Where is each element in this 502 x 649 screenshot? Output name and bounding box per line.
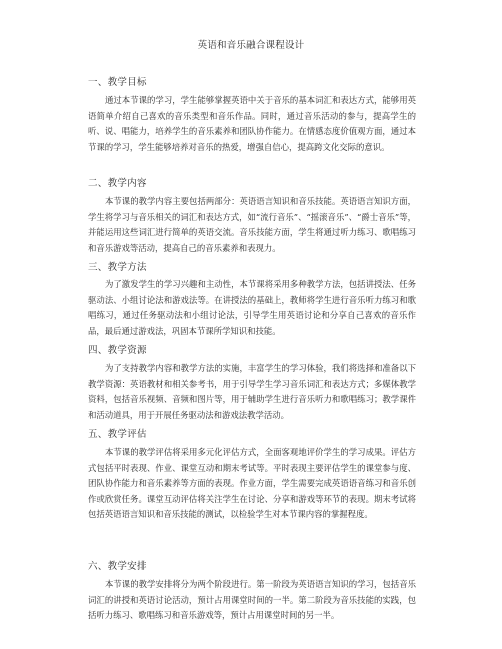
section-heading-resources: 四、教学资源: [88, 345, 147, 356]
section-heading-schedule: 六、教学安排: [88, 561, 147, 572]
section-body-resources: 为了支持教学内容和教学方法的实施，丰富学生的学习体验，我们将选择和准备以下教学资源：英语教材和相关参考书，用于引导学生学习音乐词汇和表达方式；多媒体教学资料，包括音乐视频、音频和图片等，用于辅助学生进行音乐听力和歌唱练习；教学课件和活动道具，用于开展任务驱动法和游戏法教学活动。: [88, 363, 416, 420]
document-title: 英语和音乐融合课程设计: [197, 40, 305, 51]
section-body-schedule: 本节课的教学安排将分为两个阶段进行。第一阶段为英语语言知识的学习，包括音乐词汇的讲授和英语讨论活动，预计占用课堂时间的一半。第二阶段为音乐技能的实践，包括听力练习、歌唱练习和音乐游戏等，预计占用课堂时间的另一半。: [88, 579, 416, 621]
section-heading-content: 二、教学内容: [88, 178, 147, 189]
section-body-objectives: 通过本节课的学习，学生能够掌握英语中关于音乐的基本词汇和表达方式，能够用英语简单介绍自己喜欢的音乐类型和音乐作品。同时，通过音乐活动的参与，提高学生的听、说、唱能力，培养学生的音乐素养和团队协作能力。在情感态度价值观方面，通过本节课的学习，学生能够培养对音乐的热爱，增强自信心，提高跨文化交际的意识。: [88, 95, 416, 152]
section-heading-assessment: 五、教学评估: [88, 429, 147, 440]
section-body-methods: 为了激发学生的学习兴趣和主动性，本节课将采用多种教学方法，包括讲授法、任务驱动法、小组讨论法和游戏法等。在讲授法的基础上，教师将学生进行音乐听力练习和歌唱练习，通过任务驱动法和小组讨论法，引导学生用英语讨论和分享自己喜欢的音乐作品，最后通过游戏法，巩固本节课所学知识和技能。: [88, 279, 416, 336]
section-body-assessment: 本节课的教学评估将采用多元化评估方式，全面客观地评价学生的学习成果。评估方式包括平时表现、作业、课堂互动和期末考试等。平时表现主要评估学生的课堂参与度、团队协作能力和音乐素养等方面的表现。作业方面，学生需要完成英语语音练习和音乐创作或欣赏任务。课堂互动评估将关注学生在讨论、分享和游戏等环节的表现。期末考试将包括英语语言知识和音乐技能的测试，以检验学生对本节课内容的掌握程度。: [88, 447, 416, 520]
section-heading-objectives: 一、教学目标: [88, 77, 147, 88]
section-heading-methods: 三、教学方法: [88, 262, 147, 273]
section-body-content: 本节课的教学内容主要包括两部分：英语语言知识和音乐技能。英语语言知识方面，学生将学习与音乐相关的词汇和表达方式，如“流行音乐”、“摇滚音乐”、“爵士音乐”等，并能运用这些词汇进行简单的英语交流。音乐技能方面，学生将通过听力练习、歌唱练习和音乐游戏等活动，提高自己的音乐素养和表现力。: [88, 196, 416, 253]
